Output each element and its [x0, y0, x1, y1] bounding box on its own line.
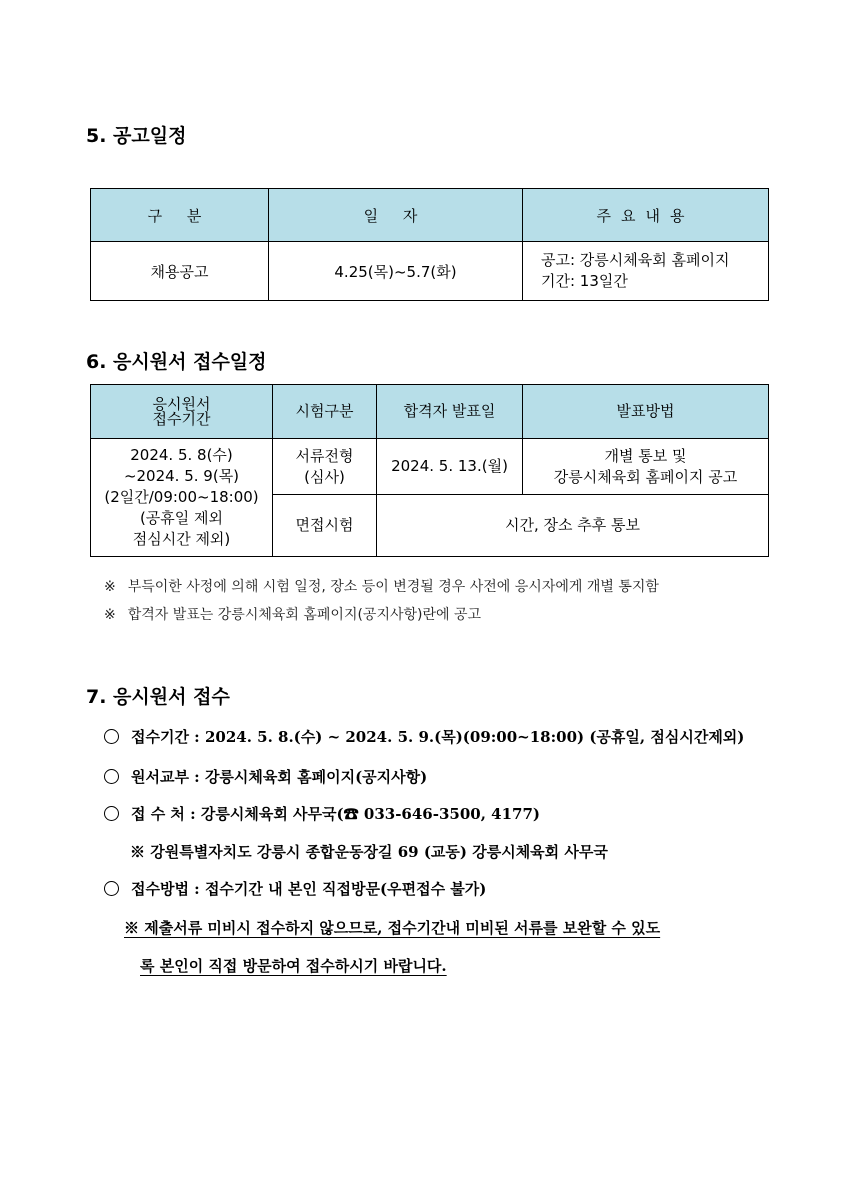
phone-icon: ☎ [343, 805, 359, 823]
table-header-row [91, 189, 769, 242]
circle-bullet-icon [104, 806, 119, 821]
cell-date: 4.25(목)~5.7(화) [269, 242, 523, 301]
reference-mark: ※ [104, 607, 116, 623]
method-line1: 개별 통보 및 [604, 446, 687, 465]
cell-announce-date: 2024. 5. 13.(월) [377, 439, 523, 495]
period-line: 2024. 5. 8(수) [130, 446, 233, 464]
place-item [104, 803, 540, 824]
cell-interview-note: 시간, 장소 추후 통보 [377, 495, 769, 557]
content-line2: 기간: 13일간 [541, 272, 628, 290]
period-item [104, 726, 744, 747]
header-method: 발표방법 [523, 385, 769, 439]
notice-line [104, 604, 481, 624]
place-phone: 033-646-3500, 4177) [358, 805, 540, 823]
form-text: 원서교부 : 강릉시체육회 홈페이지(공지사항) [131, 768, 428, 786]
section7-heading: 7. 응시원서 접수 [86, 686, 230, 708]
circle-bullet-icon [104, 729, 119, 744]
section6-heading: 6. 응시원서 접수일정 [86, 351, 267, 373]
method-text: 접수방법 : 접수기간 내 본인 직접방문(우편접수 불가) [131, 880, 487, 898]
circle-bullet-icon [104, 881, 119, 896]
cell-exam-interview: 면접시험 [273, 495, 377, 557]
method-item [104, 878, 486, 899]
header-date: 일 자 [269, 189, 523, 242]
form-item [104, 766, 427, 787]
cell-method [523, 439, 769, 495]
warning-line1: ※ 제출서류 미비시 접수하지 않으므로, 접수기간내 미비된 서류를 보완할 수 있도 [124, 919, 661, 937]
cell-exam-document [273, 439, 377, 495]
application-table [90, 384, 769, 557]
notice-line [104, 576, 659, 596]
header-period [91, 385, 273, 439]
notice-text: 부득이한 사정에 의해 시험 일정, 장소 등이 변경될 경우 사전에 응시자에게 개별 통지함 [127, 579, 659, 595]
table-row [91, 439, 769, 495]
cell-period [91, 439, 273, 557]
place-label: 접 수 처 : 강릉시체육회 사무국( [131, 805, 344, 823]
period-text: 접수기간 : 2024. 5. 8.(수) ~ 2024. 5. 9.(목)(09:00~18:00) (공휴일, 점심시간제외) [131, 728, 745, 746]
period-line: 점심시간 제외) [132, 530, 231, 548]
method-line2: 강릉시체육회 홈페이지 공고 [553, 467, 738, 486]
period-line: ~2024. 5. 9(목) [123, 467, 240, 485]
period-line: (2일간/09:00~18:00) [104, 488, 259, 506]
header-period-line1: 응시원서 [152, 394, 211, 413]
address-note: ※ 강원특별자치도 강릉시 종합운동장길 69 (교동) 강릉시체육회 사무국 [130, 843, 608, 861]
header-exam-type: 시험구분 [273, 385, 377, 439]
header-content: 주요내용 [523, 189, 769, 242]
cell-category: 채용공고 [91, 242, 269, 301]
table-header-row [91, 385, 769, 439]
table-row [91, 242, 769, 301]
content-line1: 공고: 강릉시체육회 홈페이지 [541, 251, 730, 269]
exam-line1: 서류전형 [295, 446, 354, 465]
reference-mark: ※ [104, 579, 116, 595]
header-period-line2: 접수기간 [152, 409, 211, 428]
schedule-table [90, 188, 769, 301]
circle-bullet-icon [104, 769, 119, 784]
warning-line2: 록 본인이 직접 방문하여 접수하시기 바랍니다. [140, 957, 447, 975]
exam-line2: (심사) [304, 467, 345, 486]
notice-text: 합격자 발표는 강릉시체육회 홈페이지(공지사항)란에 공고 [127, 607, 482, 623]
period-line: (공휴일 제외 [139, 509, 224, 527]
header-announce-date: 합격자 발표일 [377, 385, 523, 439]
header-category: 구 분 [91, 189, 269, 242]
section5-heading: 5. 공고일정 [86, 125, 187, 147]
cell-content [523, 242, 769, 301]
